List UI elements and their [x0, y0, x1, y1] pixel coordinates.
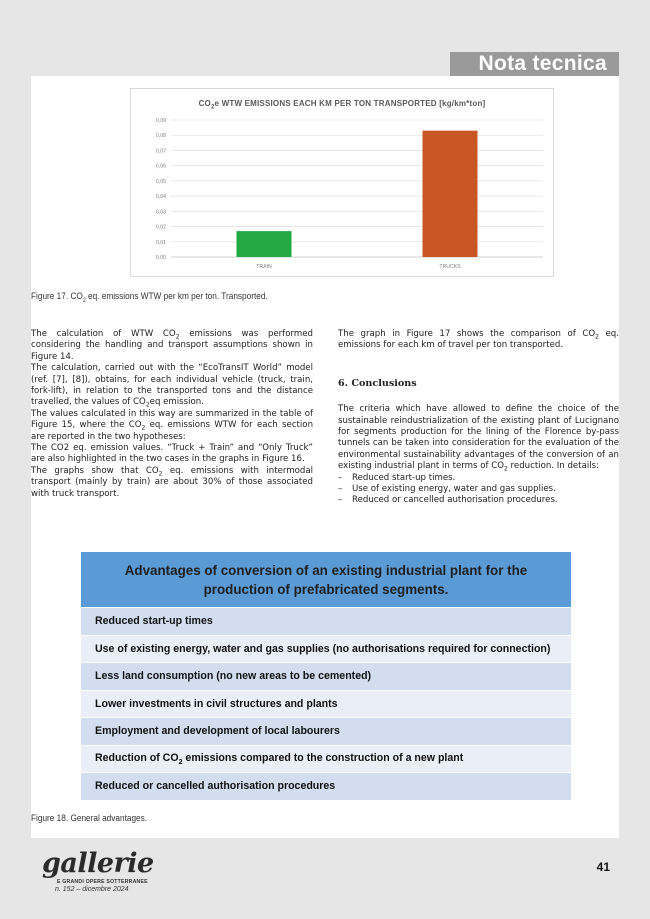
paragraph: The CO2 eq. emission values. “Truck + Train” and “Only Truck” are also highlighted in the two cases in the graphs in Figure 16. [31, 443, 313, 465]
figure-18-caption: Figure 18. General advantages. [31, 813, 148, 824]
paragraph: The calculation of WTW $CO_2$ emissions was performed considering the handling and transport assumptions shown in Figure 14. [31, 329, 313, 362]
list-item: – Reduced start-up times. [338, 472, 456, 483]
y-tick-label: 0,01 [155, 239, 166, 246]
table-row: Reduced start-up times [81, 608, 571, 636]
top-band [31, 0, 619, 76]
y-tick-label: 0,06 [155, 163, 166, 170]
issue-info: n. 152 – dicembre 2024 [55, 886, 129, 893]
paragraph: The calculation, carried out with the “EcoTransIT World” model (ref. [7], [8]), obtains, for each individual vehicle (truck, train, fork-lift), in relation to the transported tons and the distance travelled, the values of $CO_2eq$ emission. [31, 363, 313, 410]
table-row: Reduced or cancelled authorisation procedures [81, 773, 571, 800]
left-column [31, 329, 313, 500]
chart-title: $CO_2e$ WTW EMISSIONS EACH KM PER TON TRANSPORTED [kg/km*ton] [198, 99, 486, 111]
y-tick-label: 0,04 [155, 194, 166, 201]
footer [31, 838, 619, 919]
table-row: Lower investments in civil structures and plants [81, 690, 571, 718]
paragraph: The graph in Figure 17 shows the comparison of $CO_2$ eq. emissions for each km of travel per ton transported. [338, 329, 619, 351]
bar [423, 131, 478, 257]
list-item: – Reduced or cancelled authorisation procedures. [338, 495, 558, 506]
table-row: Reduction of $CO_2$ emissions compared to the construction of a new plant [81, 745, 571, 773]
table-header: Advantages of conversion of an existing industrial plant for the production of prefabricated segments. [81, 552, 571, 608]
y-tick-label: 0,07 [155, 148, 166, 155]
right-column [338, 329, 619, 507]
logo-subtitle: E GRANDI OPERE SOTTERRANEE [57, 879, 148, 885]
table-row: Employment and development of local labourers [81, 718, 571, 746]
paragraph: The criteria which have allowed to define the choice of the sustainable reindustrialization of the existing plant of Lucignano for segments production for the lining of the Florence by-pass tunnels can be taken into consideration for the evaluation of the environmental sustainability advantages of the conversion of an existing industrial plant in terms of $CO_2$ reduction. In details: [338, 404, 619, 473]
y-tick-label: 0,03 [155, 209, 166, 216]
page-number: 41 [596, 860, 610, 874]
figure-17-chart [130, 88, 554, 277]
paragraph: The graphs show that $CO_2$ eq. emissions with intermodal transport (mainly by train) are about 30% of those associated with truck transport. [31, 465, 313, 499]
x-tick-label: TRUCKS [439, 264, 461, 270]
list-item: – Use of existing energy, water and gas supplies. [338, 484, 556, 495]
x-tick-label: TRAIN [256, 264, 272, 270]
y-tick-label: 0,08 [155, 133, 166, 140]
section-heading: 6. Conclusions [338, 377, 417, 389]
y-tick-label: 0,09 [155, 118, 166, 124]
figure-17-caption: Figure 17. $CO_2$ eq. emissions WTW per km per ton. Transported. [31, 291, 268, 304]
table-row: Use of existing energy, water and gas supplies (no authorisations required for connection) [81, 635, 571, 663]
section-label: Nota tecnica [450, 52, 619, 76]
advantages-table [81, 552, 571, 800]
y-tick-label: 0,00 [155, 255, 166, 261]
page [31, 0, 619, 919]
gallerie-logo: gallerie [42, 848, 154, 879]
chart-svg [131, 89, 553, 276]
y-tick-label: 0,02 [155, 224, 166, 231]
table-row: Less land consumption (no new areas to be cemented) [81, 663, 571, 691]
bar [237, 231, 292, 257]
paragraph: The values calculated in this way are summarized in the table of Figure 15, where the $CO_2$ eq. emissions WTW for each section are reported in the two hypotheses: [31, 408, 314, 442]
y-tick-label: 0,05 [155, 178, 166, 185]
